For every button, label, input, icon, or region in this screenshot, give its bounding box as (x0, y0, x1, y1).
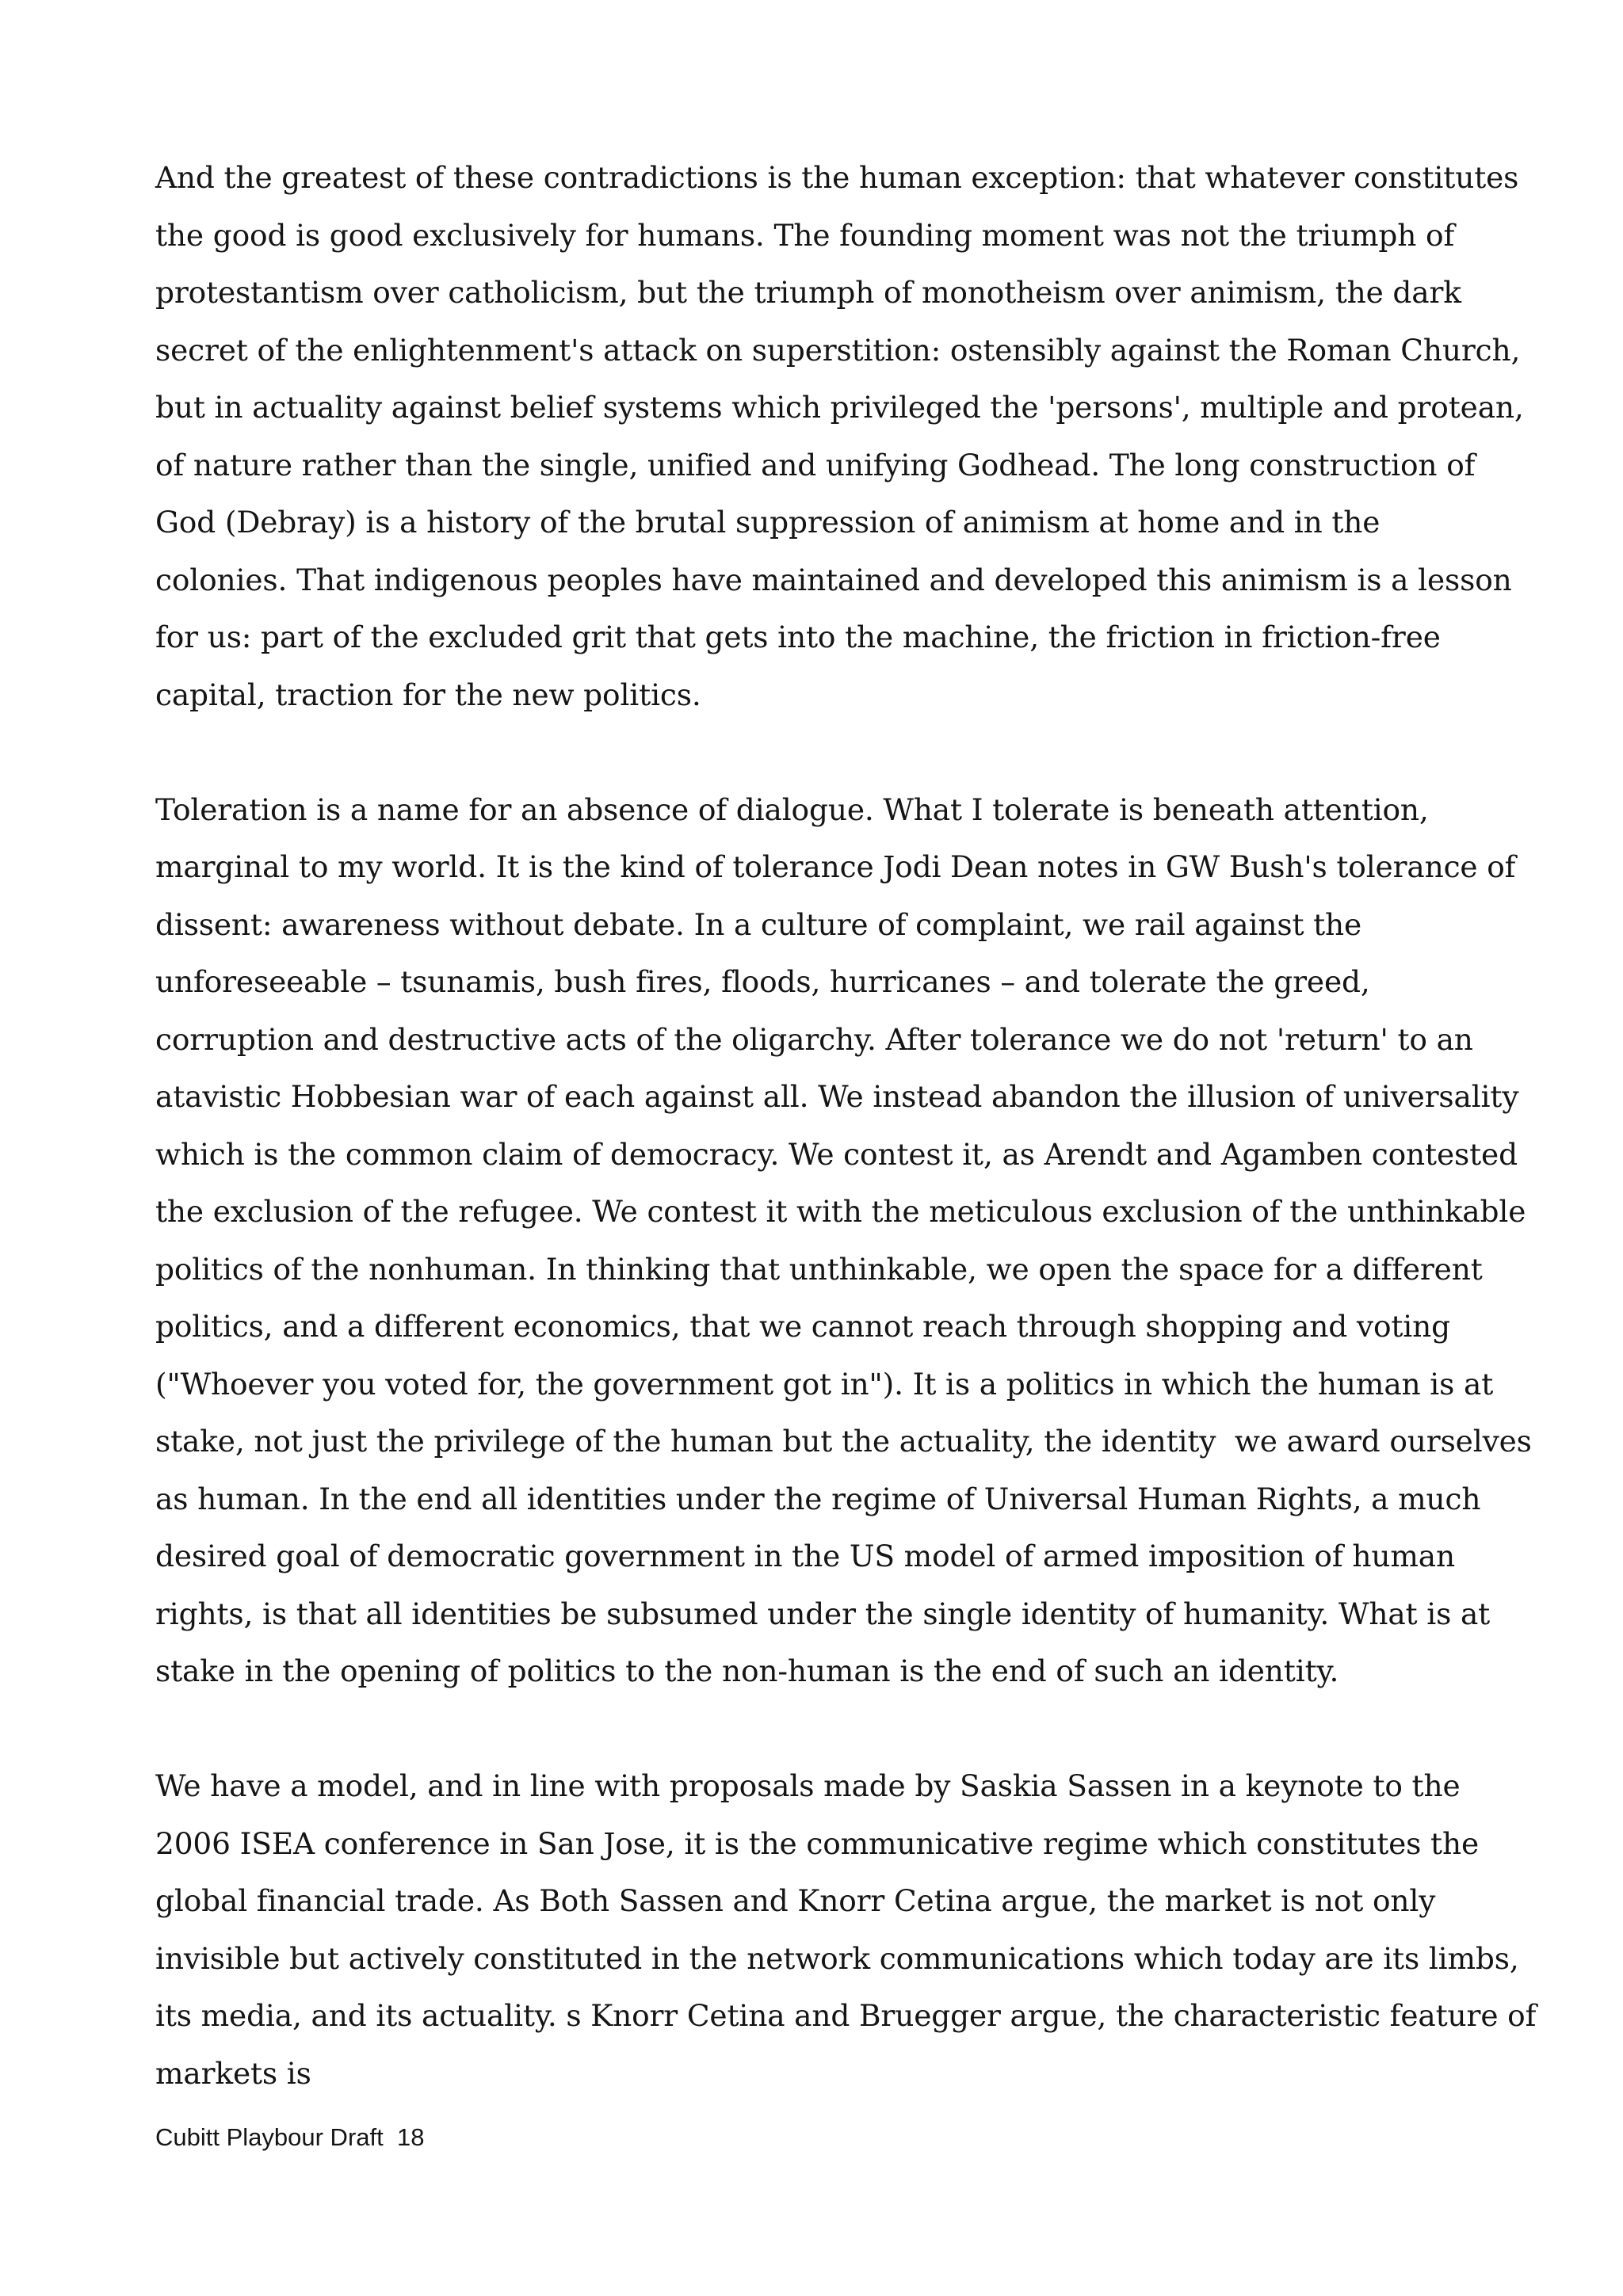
paragraph-2 (155, 781, 1532, 1700)
text-line: stake, not just the privilege of the human but the actuality, the identity we award ourselves (155, 1424, 1532, 1459)
text-line: as human. In the end all identities under the regime of Universal Human Rights, a much (155, 1481, 1481, 1516)
text-line: its media, and its actuality. s Knorr Cetina and Bruegger argue, the characteristic feature of (155, 1998, 1537, 2033)
text-line: secret of the enlightenment's attack on superstition: ostensibly against the Roman Church, (155, 332, 1521, 368)
text-line: politics, and a different economics, that we cannot reach through shopping and voting (155, 1309, 1451, 1344)
paragraph-1 (155, 149, 1524, 723)
paragraph-gap (155, 723, 1487, 781)
text-line: desired goal of democratic government in the US model of armed imposition of human (155, 1539, 1455, 1573)
text-line: politics of the nonhuman. In thinking that unthinkable, we open the space for a different (155, 1251, 1483, 1287)
text-line: capital, traction for the new politics. (155, 677, 701, 712)
text-line: corruption and destructive acts of the oligarchy. After tolerance we do not 'return' to an (155, 1021, 1473, 1057)
paragraph-3 (155, 1757, 1537, 2102)
text-line: unforeseeable – tsunamis, bush fires, floods, hurricanes – and tolerate the greed, (155, 964, 1370, 999)
text-line: We have a model, and in line with proposals made by Saskia Sassen in a keynote to the (155, 1768, 1461, 1803)
text-line: dissent: awareness without debate. In a culture of complaint, we rail against the (155, 906, 1362, 942)
text-line: rights, is that all identities be subsumed under the single identity of humanity. What is at (155, 1596, 1491, 1631)
text-line: ("Whoever you voted for, the government got in"). It is a politics in which the human is at (155, 1366, 1494, 1402)
text-line: of nature rather than the single, unified and unifying Godhead. The long construction of (155, 447, 1476, 482)
text-line: the exclusion of the refugee. We contest it with the meticulous exclusion of the unthinkable (155, 1194, 1526, 1229)
text-line: stake in the opening of politics to the non-human is the end of such an identity. (155, 1653, 1339, 1688)
text-line: protestantism over catholicism, but the triumph of monotheism over animism, the dark (155, 275, 1461, 310)
text-line: which is the common claim of democracy. We contest it, as Arendt and Agamben contested (155, 1136, 1518, 1172)
paragraph-gap (155, 1700, 1487, 1758)
text-line: for us: part of the excluded grit that gets into the machine, the friction in friction-free (155, 620, 1441, 654)
body-text (155, 149, 1537, 2102)
text-line: but in actuality against belief systems which privileged the 'persons', multiple and protean, (155, 390, 1524, 425)
text-line: markets is (155, 2055, 311, 2091)
text-line: marginal to my world. It is the kind of tolerance Jodi Dean notes in GW Bush's tolerance of (155, 849, 1516, 884)
text-line: 2006 ISEA conference in San Jose, it is the communicative regime which constitutes the (155, 1825, 1479, 1861)
page-footer: Cubitt Playbour Draft 18 (155, 2123, 425, 2151)
text-line: And the greatest of these contradictions is the human exception: that whatever constitutes (155, 160, 1519, 195)
text-line: atavistic Hobbesian war of each against all. We instead abandon the illusion of universality (155, 1079, 1519, 1114)
text-line: God (Debray) is a history of the brutal suppression of animism at home and in the (155, 505, 1381, 540)
text-line: Toleration is a name for an absence of dialogue. What I tolerate is beneath attention, (155, 791, 1429, 827)
text-line: the good is good exclusively for humans. The founding moment was not the triumph of (155, 217, 1455, 253)
text-line: invisible but actively constituted in the network communications which today are its limbs, (155, 1940, 1519, 1976)
text-line: colonies. That indigenous peoples have maintained and developed this animism is a lesson (155, 562, 1512, 597)
text-line: global financial trade. As Both Sassen and Knorr Cetina argue, the market is not only (155, 1883, 1436, 1918)
